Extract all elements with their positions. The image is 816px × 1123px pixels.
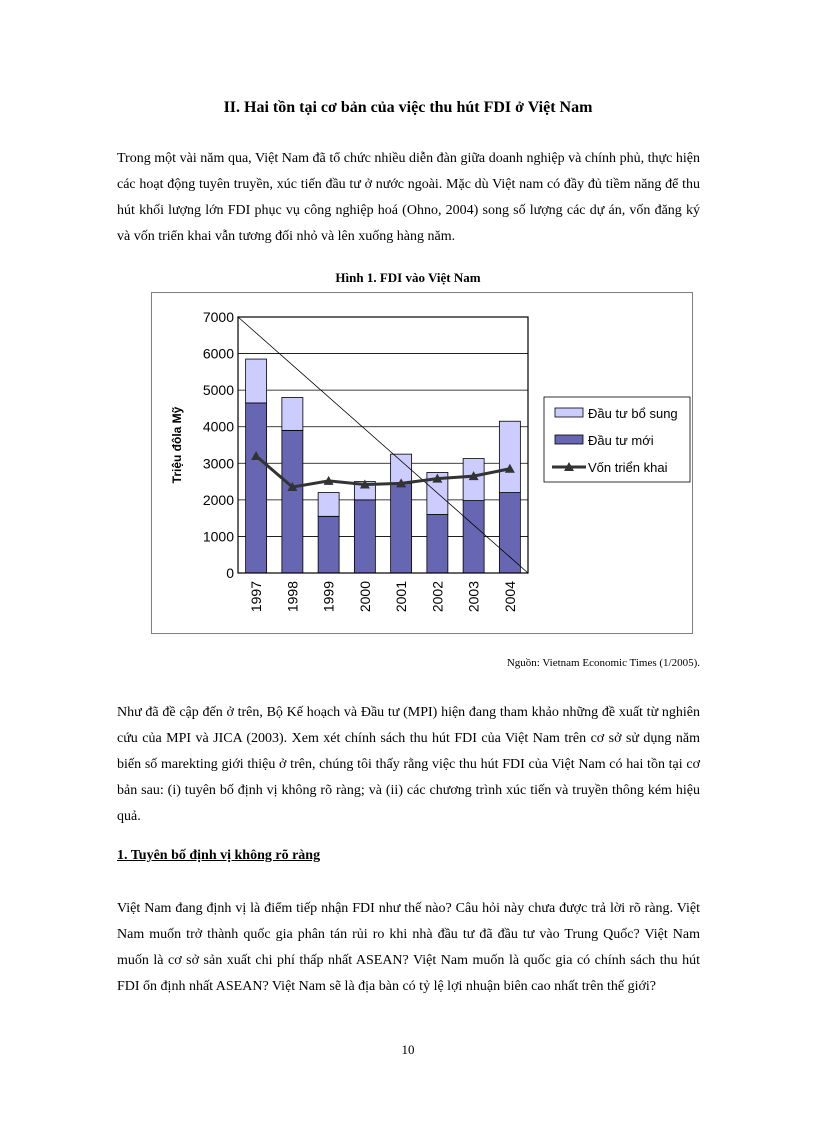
x-tick-label: 2001 (393, 581, 410, 613)
y-tick-label: 5000 (202, 382, 234, 399)
bar-new-2004 (499, 493, 520, 573)
x-tick-label: 1997 (248, 581, 265, 613)
bar-new-1998 (282, 430, 303, 573)
x-tick-label: 2000 (356, 581, 373, 613)
bar-new-2001 (391, 483, 412, 573)
subsection-heading: 1. Tuyên bố định vị không rõ ràng (117, 848, 321, 863)
bar-new-1997 (246, 403, 267, 573)
chart-legend (544, 397, 690, 482)
legend-label: Đầu tư mới (588, 433, 654, 448)
y-tick-label: 4000 (202, 418, 234, 435)
fdi-chart (151, 292, 693, 634)
bar-new-2002 (427, 514, 448, 573)
legend-label: Đầu tư bổ sung (588, 406, 678, 421)
paragraph-mpi: Như đã đề cập đến ở trên, Bộ Kế hoạch và Đầu tư (MPI) hiện đang tham khảo những đề xuất từ nghiên cứu của MPI và JICA (2003). Xem xét chính sách thu hút FDI của Việt Nam trên cơ sở sử dụng năm biến số marekting giới thiệu ở trên, chúng tôi thấy rằng việc thu hút FDI của Việt Nam có hai tồn tại cơ bản sau: (i) tuyên bố định vị không rõ ràng; và (ii) các chương trình xúc tiến và truyền thông kém hiệu quả. (117, 705, 700, 824)
bar-additional-1999 (318, 493, 339, 517)
y-tick-label: 2000 (202, 491, 234, 508)
bar-new-1999 (318, 516, 339, 573)
bar-additional-1998 (282, 397, 303, 430)
x-tick-label: 2003 (465, 581, 482, 613)
y-tick-label: 6000 (202, 345, 234, 362)
fdi-chart-svg (151, 292, 693, 634)
x-tick-label: 1999 (320, 581, 337, 613)
y-tick-label: 7000 (202, 309, 234, 325)
bar-additional-1997 (246, 359, 267, 403)
bar-additional-2004 (499, 421, 520, 492)
bar-new-2003 (463, 501, 484, 573)
paragraph-intro: Trong một vài năm qua, Việt Nam đã tổ chức nhiều diễn đàn giữa doanh nghiệp và chính phủ, thực hiện các hoạt động tuyên truyền, xúc tiến đầu tư ở nước ngoài. Mặc dù Việt nam có đầy đủ tiềm năng để thu hút khối lượng lớn FDI phục vụ công nghiệp hoá (Ohno, 2004) song số lượng các dự án, vốn đăng ký và vốn triển khai vẫn tương đối nhỏ và lên xuống hàng năm. (117, 151, 700, 244)
section-title: II. Hai tồn tại cơ bản của việc thu hút FDI ở Việt Nam (223, 99, 593, 116)
y-tick-label: 1000 (202, 528, 234, 545)
paragraph-positioning: Việt Nam đang định vị là điểm tiếp nhận FDI như thế nào? Câu hỏi này chưa được trả lời rõ ràng. Việt Nam muốn trở thành quốc gia phân tán rủi ro khi nhà đầu tư đã đầu tư vào Trung Quốc? Việt Nam muốn là cơ sở sản xuất chi phí thấp nhất ASEAN? Việt Nam muốn là quốc gia có chính sách thu hút FDI ổn định nhất ASEAN? Việt Nam sẽ là địa bàn có tỷ lệ lợi nhuận biên cao nhất trên thế giới? (117, 901, 700, 994)
y-tick-label: 3000 (202, 455, 234, 472)
x-tick-label: 2004 (501, 581, 518, 613)
y-axis-label: Triệu đôla Mỹ (170, 406, 184, 484)
legend-label: Vốn triển khai (588, 460, 668, 475)
page-number: 10 (401, 1042, 415, 1057)
legend-swatch (555, 435, 583, 444)
figure-caption: Hình 1. FDI vào Việt Nam (335, 270, 481, 285)
figure-source: Nguồn: Vietnam Economic Times (1/2005). (506, 657, 700, 669)
x-tick-label: 1998 (284, 581, 301, 613)
legend-swatch (555, 408, 583, 417)
bar-new-2000 (354, 500, 375, 573)
x-tick-label: 2002 (429, 581, 446, 613)
y-tick-label: 0 (226, 565, 234, 581)
